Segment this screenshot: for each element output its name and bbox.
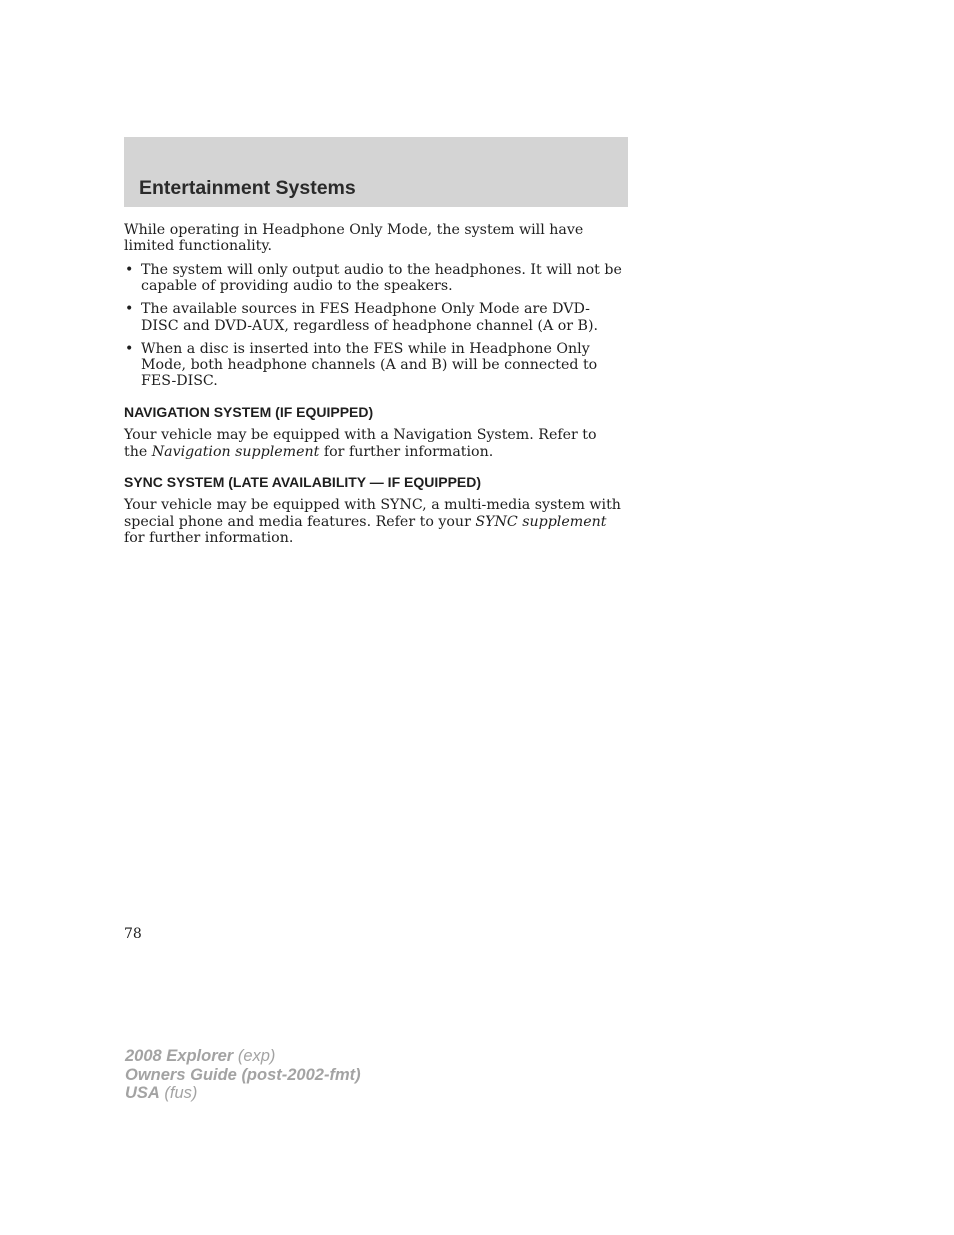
page-number: 78	[124, 926, 142, 942]
sync-heading: SYNC SYSTEM (LATE AVAILABILITY — IF EQUIPPED)	[124, 474, 482, 491]
section-header-band	[124, 137, 628, 207]
list-item	[124, 341, 622, 390]
document-footer	[125, 1047, 361, 1103]
list-item-text: When a disc is inserted into the FES while in Headphone Only Mode, both headphone channels (A and B) will be connected to FES-DISC.	[141, 340, 598, 390]
list-item	[124, 301, 622, 334]
sync-paragraph	[124, 497, 622, 546]
section-title: Entertainment Systems	[139, 177, 356, 199]
list-item-text: The system will only output audio to the headphones. It will not be capable of providing audio to the speakers.	[141, 261, 622, 295]
footer-line-model: 2008 Explorer (exp)	[125, 1047, 276, 1065]
navigation-paragraph	[124, 427, 622, 460]
footer-line-guide: Owners Guide (post-2002-fmt)	[125, 1065, 361, 1084]
bullet-icon: •	[125, 301, 134, 318]
page-content	[124, 222, 622, 547]
bullet-list	[124, 262, 622, 390]
list-item	[124, 262, 622, 295]
navigation-heading: NAVIGATION SYSTEM (IF EQUIPPED)	[124, 403, 374, 420]
footer-line-market: USA (fus)	[125, 1084, 198, 1102]
navigation-supplement-reference: Navigation supplement	[151, 443, 320, 460]
intro-paragraph: While operating in Headphone Only Mode, the system will have limited functionality.	[124, 222, 584, 255]
sync-text-end: for further information.	[124, 530, 294, 547]
sync-supplement-reference: SYNC supplement	[475, 513, 607, 530]
navigation-text: Your vehicle may be equipped with a Navigation System. Refer to the	[124, 427, 597, 460]
sync-text: Your vehicle may be equipped with SYNC, a multi-media system with special phone and media features. Refer to your	[124, 497, 621, 530]
navigation-text-end: for further information.	[319, 443, 494, 460]
bullet-icon: •	[125, 340, 134, 357]
list-item-text: The available sources in FES Headphone Only Mode are DVD-DISC and DVD-AUX, regardless of headphone channel (A or B).	[141, 301, 598, 334]
bullet-icon: •	[125, 261, 134, 278]
